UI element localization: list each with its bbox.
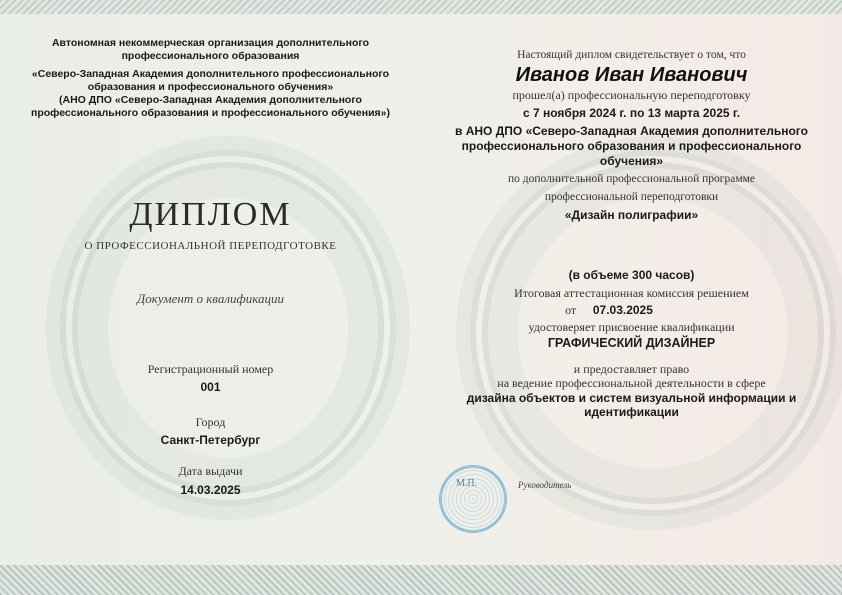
activity-text: на ведение профессиональной деятельности в сфере: [497, 376, 766, 390]
issuer-line: профессионального образования и профессионального обучения»): [30, 107, 390, 119]
commission-text: Итоговая аттестационная комиссия решением: [514, 286, 749, 300]
activity-field-line: дизайна объектов и систем визуальной информации и: [466, 391, 797, 405]
certifies-text: удостоверяет присвоение квалификации: [528, 320, 735, 334]
issuer-line: «Северо-Западная Академия дополнительного профессионального: [31, 68, 390, 80]
program-name: «Дизайн полиграфии»: [564, 208, 699, 222]
reg-number: 001: [200, 380, 221, 394]
city-label: Город: [195, 415, 226, 429]
grants-text: и предоставляет право: [573, 362, 690, 376]
recipient-name: Иванов Иван Иванович: [515, 64, 748, 86]
passed-text: прошел(а) профессиональную переподготовку: [512, 88, 751, 102]
organization-line: профессионального образования и профессионального: [461, 139, 802, 153]
head-signature-label: Руководитель: [518, 480, 572, 490]
issuer-line: (АНО ДПО «Северо-Западная Академия дополнительного: [59, 94, 362, 106]
from-label: от: [565, 303, 577, 317]
stamp-label: М.П.: [456, 478, 478, 489]
decision-date: 07.03.2025: [592, 303, 653, 317]
document-type: Документ о квалификации: [137, 291, 284, 306]
issuer-block: [0, 37, 421, 120]
activity-field-line: идентификации: [584, 405, 679, 419]
decision-row: [376, 303, 842, 317]
organization-line: в АНО ДПО «Северо-Западная Академия дополнительного: [455, 124, 808, 138]
organization-line: обучения»: [599, 154, 664, 168]
program-intro: по дополнительной профессиональной программе: [508, 173, 755, 185]
issuer-line: Автономная некоммерческая организация дополнительного: [51, 37, 370, 49]
issuer-line: профессионального образования: [121, 50, 300, 62]
guilloche-border-bottom: [0, 565, 842, 595]
activity-field: [421, 391, 842, 419]
issue-date-label: Дата выдачи: [178, 464, 243, 478]
qualification: ГРАФИЧЕСКИЙ ДИЗАЙНЕР: [547, 336, 716, 350]
issuer-line: образования и профессионального обучения»: [87, 81, 334, 93]
diploma-left-page: [0, 0, 421, 565]
organization: [421, 124, 842, 169]
program-intro-2: профессиональной переподготовки: [544, 191, 719, 203]
study-period: с 7 ноября 2024 г. по 13 марта 2025 г.: [522, 106, 741, 120]
city: Санкт-Петербург: [160, 433, 261, 447]
seal-stamp: [439, 465, 507, 533]
diploma-subtitle: О ПРОФЕССИОНАЛЬНОЙ ПЕРЕПОДГОТОВКЕ: [84, 240, 337, 252]
issue-date: 14.03.2025: [180, 483, 241, 497]
intro-text: Настоящий диплом свидетельствует о том, что: [517, 49, 746, 61]
reg-number-label: Регистрационный номер: [147, 362, 274, 376]
hours: (в объеме 300 часов): [568, 268, 695, 282]
diploma-title: ДИПЛОМ: [129, 196, 292, 233]
